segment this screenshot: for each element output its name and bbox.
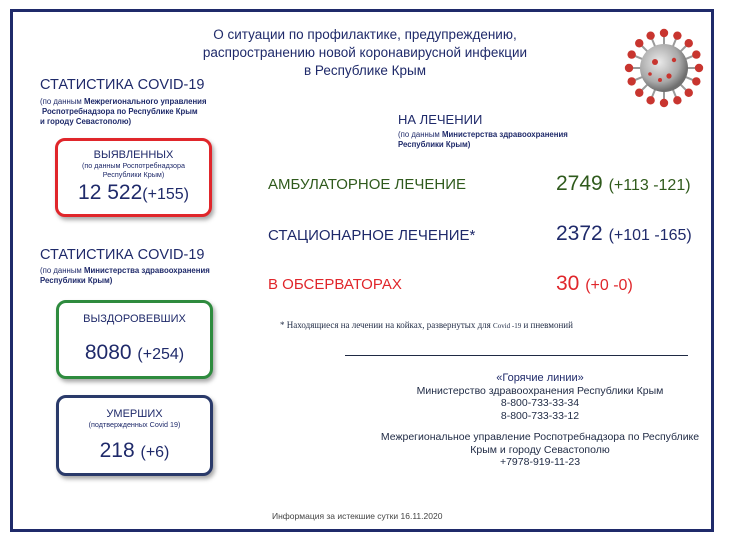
- hotlines-org1: Министерство здравоохранения Республики Крым: [416, 384, 664, 397]
- detected-value: 12 522: [78, 181, 143, 204]
- treatment-sub2: Республики Крым): [398, 140, 471, 149]
- deaths-delta: (+6): [140, 444, 170, 461]
- observatory-label: В ОБСЕРВАТОРАХ: [268, 276, 402, 293]
- recovered-card: [56, 300, 213, 379]
- deaths-label: УМЕРШИХ: [106, 408, 163, 420]
- coronavirus-icon: [622, 26, 706, 110]
- stats2-heading: СТАТИСТИКА COVID-19: [40, 247, 205, 263]
- detected-delta: (+155): [142, 186, 189, 203]
- inpatient-delta: (+101 -165): [608, 227, 692, 244]
- recovered-value: 8080: [84, 341, 132, 364]
- recovered-delta: (+254): [137, 346, 185, 363]
- stats1-heading: СТАТИСТИКА COVID-19: [40, 77, 205, 93]
- outpatient-figure: [556, 172, 691, 196]
- treatment-sub1-bold: Министерства здравоохранения: [441, 130, 568, 139]
- stats1-sub1-pre: (по данным: [40, 97, 84, 106]
- detected-note-2: Республики Крым): [102, 170, 165, 179]
- hotlines-phone3: +7978-919-11-23: [499, 456, 581, 468]
- inpatient-figure: [556, 222, 692, 246]
- title-line-2: распространению новой коронавирусной инфекции: [202, 45, 528, 60]
- stats1-sub2: Роспотребнадзора по Республике Крым: [42, 107, 198, 116]
- footnote-star: *: [280, 320, 285, 330]
- treatment-source: [398, 130, 568, 150]
- hotlines-phone1: 8-800-733-33-34: [500, 397, 580, 409]
- title-line-3: в Республике Крым: [303, 63, 427, 78]
- hotlines-org2a: Межрегиональное управление Роспотребнадзора по Республике: [380, 431, 700, 443]
- divider-line: [345, 355, 688, 356]
- recovered-label: ВЫЗДОРОВЕВШИХ: [83, 313, 186, 325]
- observatory-value: 30: [556, 272, 580, 295]
- hotlines-heading: «Горячие линии»: [496, 372, 584, 384]
- inpatient-label: СТАЦИОНАРНОЕ ЛЕЧЕНИЕ*: [268, 227, 476, 244]
- inpatient-value: 2372: [556, 222, 603, 245]
- detected-card: [55, 138, 212, 217]
- outpatient-delta: (+113 -121): [608, 177, 691, 194]
- footnote-text-a: Находящиеся на лечении на койках, развернутых для: [286, 320, 494, 330]
- treatment-heading: НА ЛЕЧЕНИИ: [398, 112, 483, 127]
- hotlines-org2b: Крым и городу Севастополю: [470, 443, 610, 456]
- stats2-source: [40, 266, 210, 286]
- stats1-sub1-bold: Межрегионального управления: [83, 97, 207, 106]
- hotlines-phone2: 8-800-733-33-12: [500, 409, 580, 422]
- outpatient-label: АМБУЛАТОРНОЕ ЛЕЧЕНИЕ: [268, 176, 467, 193]
- observatory-delta: (+0 -0): [585, 277, 633, 294]
- info-date: Информация за истекшие сутки 16.11.2020: [272, 511, 443, 521]
- footnote-text-b: и пневмоний: [521, 320, 573, 330]
- page-title: [150, 26, 580, 80]
- observatory-figure: [556, 272, 633, 296]
- hotlines-block: [360, 372, 720, 469]
- title-line-1: О ситуации по профилактике, предупреждению,: [213, 27, 517, 42]
- stats1-source: [40, 97, 207, 127]
- stats2-sub2: Республики Крым): [40, 276, 113, 285]
- stats1-sub3: и городу Севастополю): [40, 117, 132, 126]
- outpatient-value: 2749: [556, 172, 603, 195]
- treatment-sub1-pre: (по данным: [398, 130, 442, 139]
- stats2-sub1-bold: Министерства здравоохранения: [83, 266, 210, 275]
- detected-note-1: (по данным Роспотребнадзора: [81, 161, 185, 170]
- stats2-sub1-pre: (по данным: [40, 266, 84, 275]
- footnote-covid: Covid -19: [493, 322, 522, 330]
- footnote: [280, 320, 573, 330]
- detected-label: ВЫЯВЛЕННЫХ: [93, 149, 174, 161]
- deaths-card: [56, 395, 213, 476]
- deaths-note: (подтвержденных Covid 19): [88, 420, 181, 429]
- deaths-value: 218: [99, 439, 135, 462]
